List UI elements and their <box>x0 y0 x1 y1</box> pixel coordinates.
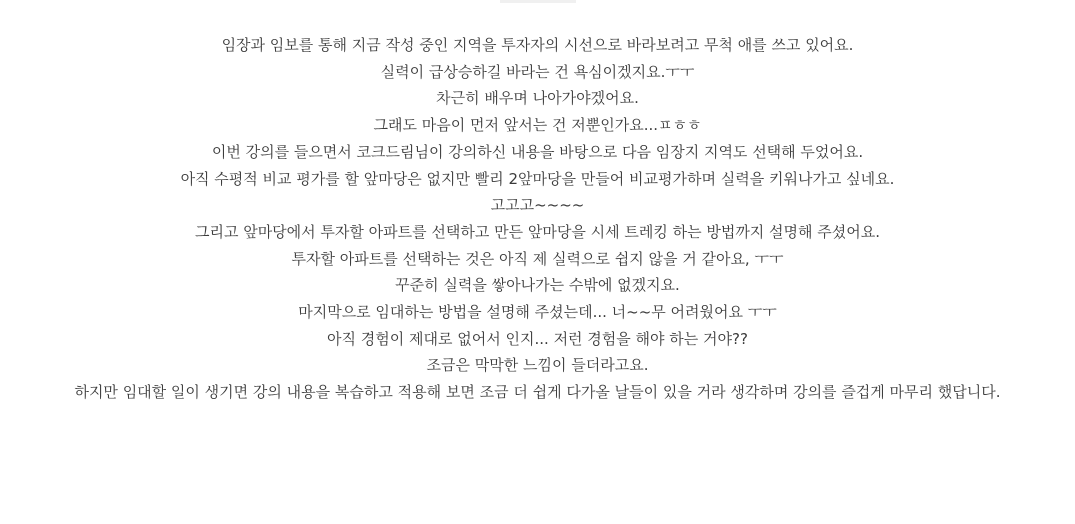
paragraph: 고고고~~~~ <box>490 196 585 215</box>
paragraph: 하지만 임대할 일이 생기면 강의 내용을 복습하고 적용해 보면 조금 더 쉽게 다가올 날들이 있을 거라 생각하며 강의를 즐겁게 마무리 했답니다. <box>74 383 1001 402</box>
paragraph: 실력이 급상승하길 바라는 건 욕심이겠지요.ㅜㅜ <box>380 62 695 81</box>
paragraph: 이번 강의를 들으면서 코크드림님이 강의하신 내용을 바탕으로 다음 임장지 지역도 선택해 두었어요. <box>211 142 864 161</box>
post-body <box>30 32 1045 406</box>
paragraph: 아직 경험이 제대로 없어서 인지... 저런 경험을 해야 하는 거야?? <box>327 329 748 348</box>
paragraph: 투자할 아파트를 선택하는 것은 아직 제 실력으로 쉽지 않을 거 같아요, ㅜㅜ <box>291 249 784 268</box>
paragraph: 차근히 배우며 나아가야겠어요. <box>436 89 639 108</box>
paragraph: 조금은 막막한 느낌이 들더라고요. <box>426 356 649 375</box>
paragraph: 그래도 마음이 먼저 앞서는 건 저뿐인가요...ㅍㅎㅎ <box>373 116 702 135</box>
top-divider <box>500 0 576 3</box>
paragraph: 꾸준히 실력을 쌓아나가는 수밖에 없겠지요. <box>395 276 680 295</box>
paragraph: 마지막으로 임대하는 방법을 설명해 주셨는데... 너~~무 어려웠어요 ㅜㅜ <box>298 303 777 322</box>
paragraph: 아직 수평적 비교 평가를 할 앞마당은 없지만 빨리 2앞마당을 만들어 비교평가하며 실력을 키워나가고 싶네요. <box>180 169 895 188</box>
paragraph: 임장과 임보를 통해 지금 작성 중인 지역을 투자자의 시선으로 바라보려고 무척 애를 쓰고 있어요. <box>221 36 854 54</box>
paragraph: 그리고 앞마당에서 투자할 아파트를 선택하고 만든 앞마당을 시세 트레킹 하는 방법까지 설명해 주셨어요. <box>194 222 881 241</box>
